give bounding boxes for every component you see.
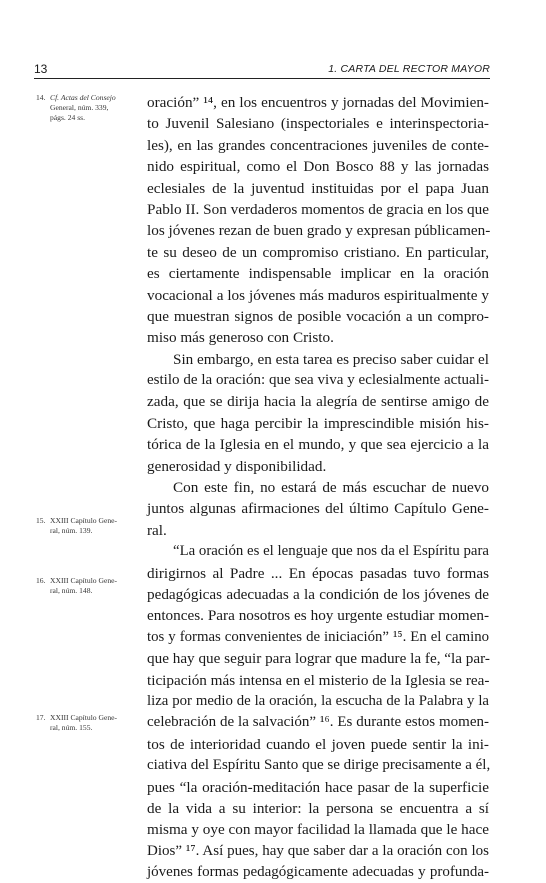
footnote-text: XXIII Capítulo Gene- xyxy=(50,576,118,585)
footnote-text: Cf. Actas del Consejo xyxy=(50,93,116,102)
body-text xyxy=(147,92,489,883)
body-line: eclesiales de la juventud instituidas por el papa Juan xyxy=(147,179,489,197)
footnote-text: ral, núm. 139. xyxy=(50,526,93,536)
body-line: miso más generoso con Cristo. xyxy=(147,329,334,347)
body-line: que hay que seguir para lograr que madure la fe, “la par- xyxy=(147,650,490,668)
footnote-number: 15. xyxy=(36,516,46,525)
footnote-text: XXIII Capítulo Gene- xyxy=(50,713,118,722)
body-line: tórica de la Iglesia en el mundo, y que sea ejercicio a la xyxy=(147,436,489,454)
footnote-number: 17. xyxy=(36,713,46,722)
page-header xyxy=(34,60,490,79)
body-line: tos y formas convenientes de iniciación” ¹⁵. En el camino xyxy=(147,628,489,645)
footnote-number: 14. xyxy=(36,93,46,102)
body-line: dirigirnos al Padre ... En épocas pasadas tuvo formas xyxy=(147,564,489,582)
page-number: 13 xyxy=(34,62,48,76)
body-line: vocacional a los jóvenes más maduros espiritualmente y xyxy=(147,286,489,304)
footnote-text: XXIII Capítulo Gene- xyxy=(50,516,118,525)
body-line: misma y oye con mayor facilidad la llamada que le hace xyxy=(147,821,489,839)
body-line: los jóvenes rezan de buen grado y expresan públicamen- xyxy=(147,222,491,240)
body-line: es ciertamente indispensable implicar en la oración xyxy=(147,265,489,283)
footnote-16 xyxy=(36,576,136,596)
body-line: tos de interioridad cuando el joven puede sentir la ini- xyxy=(147,735,489,753)
body-line: Con este fin, no estará de más escuchar de nuevo xyxy=(173,479,489,497)
body-line: oración” ¹⁴, en los encuentros y jornadas del Movimien- xyxy=(147,94,489,111)
body-line: Pablo II. Son verdaderos momentos de gracia en los que xyxy=(147,200,489,218)
footnote-text: ral, núm. 155. xyxy=(50,723,93,733)
footnote-text: ral, núm. 148. xyxy=(50,586,93,596)
footnote-number: 16. xyxy=(36,576,46,585)
body-line: pues “la oración-meditación hace pasar de la superficie xyxy=(147,778,489,796)
body-line: Sin embargo, en esta tarea es preciso saber cuidar el xyxy=(173,350,489,368)
body-line: de la vida a su interior: la persona se encuentra a sí xyxy=(147,799,489,817)
body-line: estilo de la oración: que sea viva y eclesialmente actuali- xyxy=(147,372,489,389)
body-line: te su deseo de un compromiso cristiano. En particular, xyxy=(147,243,489,261)
body-line: zada, que se dirija hacia la alegría de sentirse amigo de xyxy=(147,393,489,411)
body-line: ticipación más intensa en el misterio de la Iglesia se rea- xyxy=(147,671,490,689)
body-line: Cristo, que haga percibir la imprescindible misión his- xyxy=(147,414,489,432)
body-line: entonces. Para nosotros es hoy urgente estudiar momen- xyxy=(147,607,489,625)
footnote-15 xyxy=(36,516,136,536)
body-line: ral. xyxy=(147,521,167,539)
footnote-17 xyxy=(36,713,136,733)
footnote-text: General, núm. 339, xyxy=(50,103,109,113)
body-line: les), en las grandes concentraciones juveniles de conte- xyxy=(147,136,489,154)
body-line: jóvenes formas pedagógicamente adecuadas y profunda- xyxy=(147,864,489,881)
body-line: liza por medio de la oración, la escucha de la Palabra y la xyxy=(147,692,489,709)
body-line: juntos algunas afirmaciones del último Capítulo Gene- xyxy=(147,500,489,518)
body-line: generosidad y disponibilidad. xyxy=(147,457,327,475)
footnote-14 xyxy=(36,93,136,124)
body-line: que muestran signos de posible vocación a un compro- xyxy=(147,307,489,325)
body-line: nido espiritual, como el Don Bosco 88 y las jornadas xyxy=(147,158,489,176)
body-line: Dios” ¹⁷. Así pues, hay que saber dar a la oración con los xyxy=(147,842,489,859)
footnote-text: págs. 24 ss. xyxy=(50,113,86,123)
body-line: celebración de la salvación” ¹⁶. Es durante estos momen- xyxy=(147,714,489,731)
running-title: 1. CARTA DEL RECTOR MAYOR xyxy=(328,63,490,75)
body-line: ciativa del Espíritu Santo que se dirige precisamente a él, xyxy=(147,757,491,774)
body-line: “La oración es el lenguaje que nos da el Espíritu para xyxy=(173,543,489,560)
body-line: to Juvenil Salesiano (inspectoriales e interinspectoria- xyxy=(147,115,489,133)
body-line: pedagógicas adecuadas a la condición de los jóvenes de xyxy=(147,585,489,603)
